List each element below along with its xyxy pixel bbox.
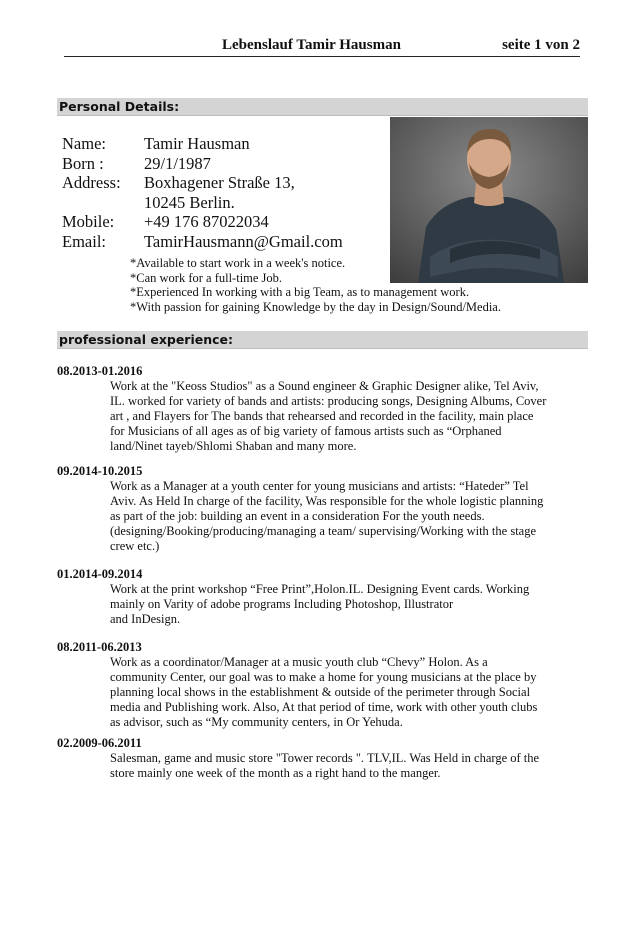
detail-row-name [62,134,382,154]
description-line: Salesman, game and music store "Tower records ". TLV,IL. Was Held in charge of the [110,751,540,765]
experience-entry [57,567,587,627]
note-line: *Can work for a full-time Job. [130,270,283,285]
detail-row-born [62,154,382,174]
experience-description [110,655,587,730]
detail-row-mobile [62,212,382,232]
description-line: crew etc.) [110,539,160,553]
experience-entry [57,464,587,554]
description-line: Work at the print workshop “Free Print”,Holon.IL. Designing Event cards. Working [110,582,530,596]
description-line: community Center, our goal was to make a home for young musicians at the place by [110,670,537,684]
description-line: store mainly one week of the month as a right hand to the manger. [110,766,441,780]
description-line: Work as a coordinator/Manager at a music youth club “Chevy” Holon. As a [110,655,488,669]
email-value[interactable]: TamirHausmann@Gmail.com [144,231,343,251]
description-line: media and Publishing work. Also, At that period of time, work with other youth clubs [110,700,538,714]
experience-entry [57,736,587,781]
personal-details [62,134,382,251]
detail-value: 29/1/1987 [144,153,211,173]
description-line: planning local shows in the establishment & outside of the perimeter through Social [110,685,531,699]
experience-description [110,582,587,627]
detail-row-address [62,173,382,193]
description-line: and InDesign. [110,612,181,626]
detail-value: +49 176 87022034 [144,212,269,231]
availability-notes [130,256,570,314]
page-header [64,38,580,57]
description-line: Aviv. As Held In charge of the facility, Was responsible for the whole logistic planning [110,494,544,508]
detail-label: Mobile: [62,212,115,231]
detail-row-email [62,232,382,252]
note-line: *Experienced In working with a big Team, as to management work. [130,285,470,299]
detail-label: Born : [62,153,104,173]
experience-description [110,479,587,554]
detail-label: Email: [62,231,106,251]
detail-value: Tamir Hausman [144,134,250,153]
note-line: *Available to start work in a week's notice. [130,256,346,270]
note-line: *With passion for gaining Knowledge by the day in Design/Sound/Media. [130,299,501,314]
detail-row-address-2 [62,193,382,213]
description-line: Work as a Manager at a youth center for young musicians and artists: “Hateder” Tel [110,479,529,493]
experience-description [110,379,587,454]
description-line: Work at the "Keoss Studios" as a Sound engineer & Graphic Designer alike, Tel Aviv, [110,379,539,393]
detail-label: Name: [62,134,106,153]
experience-entry [57,364,587,454]
experience-date: 09.2014-10.2015 [57,464,143,478]
experience-entry [57,640,587,730]
detail-label: Address: [62,173,121,192]
section-heading-experience: professional experience: [57,331,588,349]
section-heading-personal: Personal Details: [57,98,588,116]
detail-value: Boxhagener Straße 13, [144,173,295,192]
description-line: as part of the job: building an event in a consideration For the youth needs. [110,509,485,523]
description-line: as advisor, such as “My community centers, in Or Yehuda. [110,715,403,729]
experience-date: 08.2013-01.2016 [57,364,143,378]
experience-date: 01.2014-09.2014 [57,567,143,581]
description-line: (designing/Booking/producing/managing a team/ supervising/Working with the stage [110,524,537,538]
document-title: Lebenslauf Tamir Hausman [222,37,401,53]
description-line: art , and Flayers for The bands that rehearsed and recorded in the facility, main place [110,409,534,423]
experience-description [110,751,587,781]
experience-date: 02.2009-06.2011 [57,736,142,750]
page-number: seite 1 von 2 [502,37,580,53]
description-line: for Musicians of all ages as of big variety of famous artists such as “Orphaned [110,424,502,438]
detail-value: 10245 Berlin. [144,192,235,212]
description-line: land/Ninet tayeb/Shlomi Shaban and many more. [110,439,357,453]
experience-date: 08.2011-06.2013 [57,640,142,654]
description-line: mainly on Varity of adobe programs Including Photoshop, Illustrator [110,597,454,611]
description-line: IL. worked for variety of bands and artists: producing songs, Designing Albums, Cover [110,394,547,408]
detail-label [62,193,144,213]
